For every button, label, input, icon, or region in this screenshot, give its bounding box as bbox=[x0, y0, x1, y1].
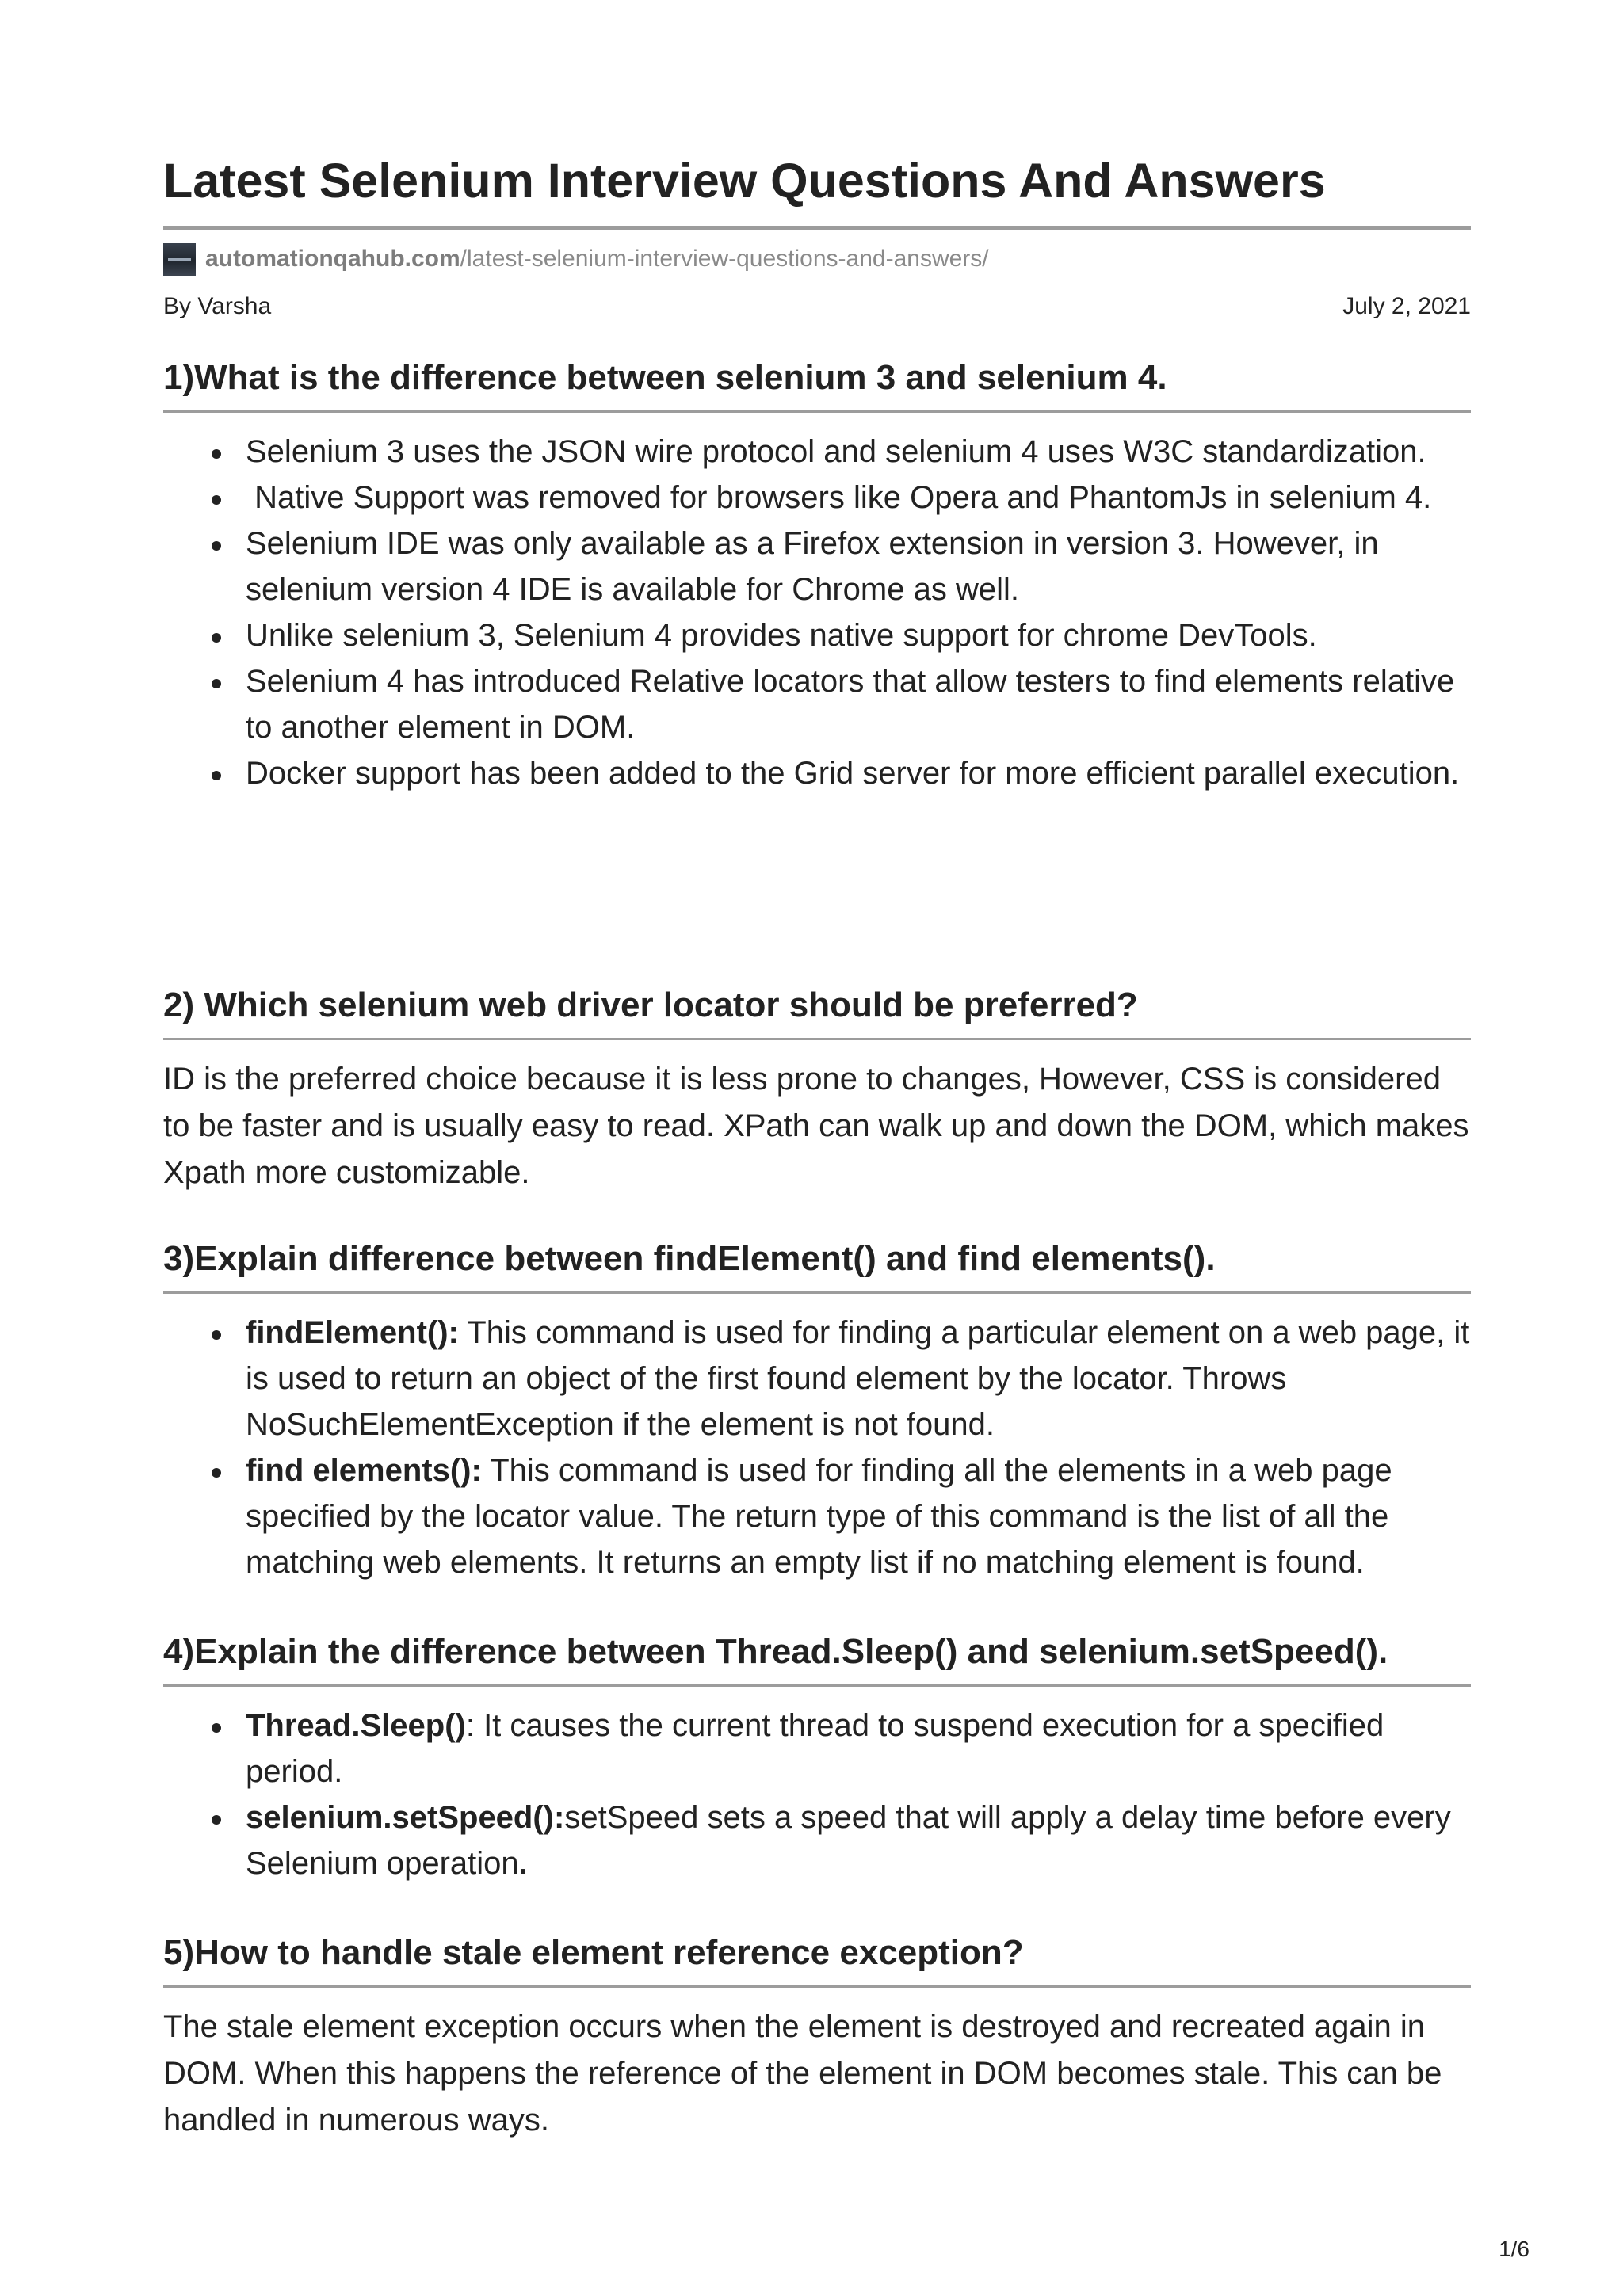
term-description: This command is used for finding all the elements in a web page specified by the locator value. The return type of this command is the list of all the matching web elements. It returns an empty list if no matching element is found. bbox=[246, 1453, 1392, 1580]
question-section-4 bbox=[163, 1629, 1471, 1886]
question-heading: 5)How to handle stale element reference exception? bbox=[163, 1933, 1024, 1972]
list-item: Selenium 3 uses the JSON wire protocol and selenium 4 uses W3C standardization. bbox=[246, 429, 1471, 475]
list-item bbox=[246, 475, 1471, 521]
heading-divider bbox=[163, 1291, 1471, 1294]
heading-divider bbox=[163, 410, 1471, 413]
term-label: findElement(): bbox=[246, 1315, 459, 1350]
author-byline: By Varsha bbox=[163, 293, 272, 319]
answer-paragraph: The stale element exception occurs when the element is destroyed and recreated again in DOM. When this happens the reference of the element in DOM becomes stale. This can be handled in numerous ways. bbox=[163, 2009, 1442, 2138]
term-description: This command is used for finding a particular element on a web page, it is used to return an object of the first found element by the locator. Throws NoSuchElementException if the element is not found. bbox=[246, 1315, 1470, 1442]
question-heading: 4)Explain the difference between Thread.Sleep() and selenium.setSpeed(). bbox=[163, 1632, 1388, 1671]
site-favicon-icon bbox=[163, 243, 196, 276]
heading-divider bbox=[163, 1684, 1471, 1687]
question-section-2 bbox=[163, 982, 1471, 1196]
list-item bbox=[246, 1703, 1471, 1794]
article-meta bbox=[163, 293, 1471, 325]
list-item: Unlike selenium 3, Selenium 4 provides native support for chrome DevTools. bbox=[246, 612, 1471, 658]
term-label: Thread.Sleep() bbox=[246, 1708, 466, 1743]
question-heading: 2) Which selenium web driver locator should be preferred? bbox=[163, 986, 1138, 1024]
answer-list bbox=[163, 429, 1471, 796]
page-number: 1/6 bbox=[1499, 2237, 1529, 2261]
list-item-text: Native Support was removed for browsers like Opera and PhantomJs in selenium 4. bbox=[246, 480, 1432, 515]
heading-divider bbox=[163, 1038, 1471, 1040]
list-item bbox=[246, 1447, 1471, 1585]
term-label: selenium.setSpeed(): bbox=[246, 1800, 565, 1835]
source-url[interactable] bbox=[163, 242, 989, 276]
list-item: Selenium 4 has introduced Relative locators that allow testers to find elements relative to another element in DOM. bbox=[246, 658, 1471, 750]
url-domain: automationqahub.com bbox=[205, 246, 460, 272]
list-item bbox=[246, 1310, 1471, 1447]
list-item: Selenium IDE was only available as a Firefox extension in version 3. However, in selenium version 4 IDE is available for Chrome as well. bbox=[246, 521, 1471, 612]
question-section-5 bbox=[163, 1930, 1471, 2144]
term-label: find elements(): bbox=[246, 1453, 482, 1488]
term-description: : It causes the current thread to suspend execution for a specified period. bbox=[246, 1708, 1384, 1789]
page-title: Latest Selenium Interview Questions And Answers bbox=[163, 154, 1326, 208]
title-divider bbox=[163, 226, 1471, 230]
question-section-1 bbox=[163, 355, 1471, 796]
question-heading: 1)What is the difference between selenium 3 and selenium 4. bbox=[163, 358, 1167, 397]
publish-date: July 2, 2021 bbox=[1342, 293, 1471, 319]
answer-list bbox=[163, 1703, 1471, 1886]
term-trailing-period: . bbox=[518, 1846, 528, 1881]
list-item: Docker support has been added to the Grid server for more efficient parallel execution. bbox=[246, 750, 1471, 796]
list-item bbox=[246, 1794, 1471, 1886]
answer-paragraph: ID is the preferred choice because it is less prone to changes, However, CSS is considered to be faster and is usually easy to read. XPath can walk up and down the DOM, which makes Xpath more customizable. bbox=[163, 1062, 1469, 1190]
heading-divider bbox=[163, 1985, 1471, 1988]
answer-list bbox=[163, 1310, 1471, 1585]
question-section-3 bbox=[163, 1236, 1471, 1585]
url-path: /latest-selenium-interview-questions-and-answers/ bbox=[460, 246, 989, 272]
question-heading: 3)Explain difference between findElement() and find elements(). bbox=[163, 1239, 1216, 1278]
term-description: setSpeed sets a speed that will apply a delay time before every Selenium operation bbox=[246, 1800, 1451, 1881]
